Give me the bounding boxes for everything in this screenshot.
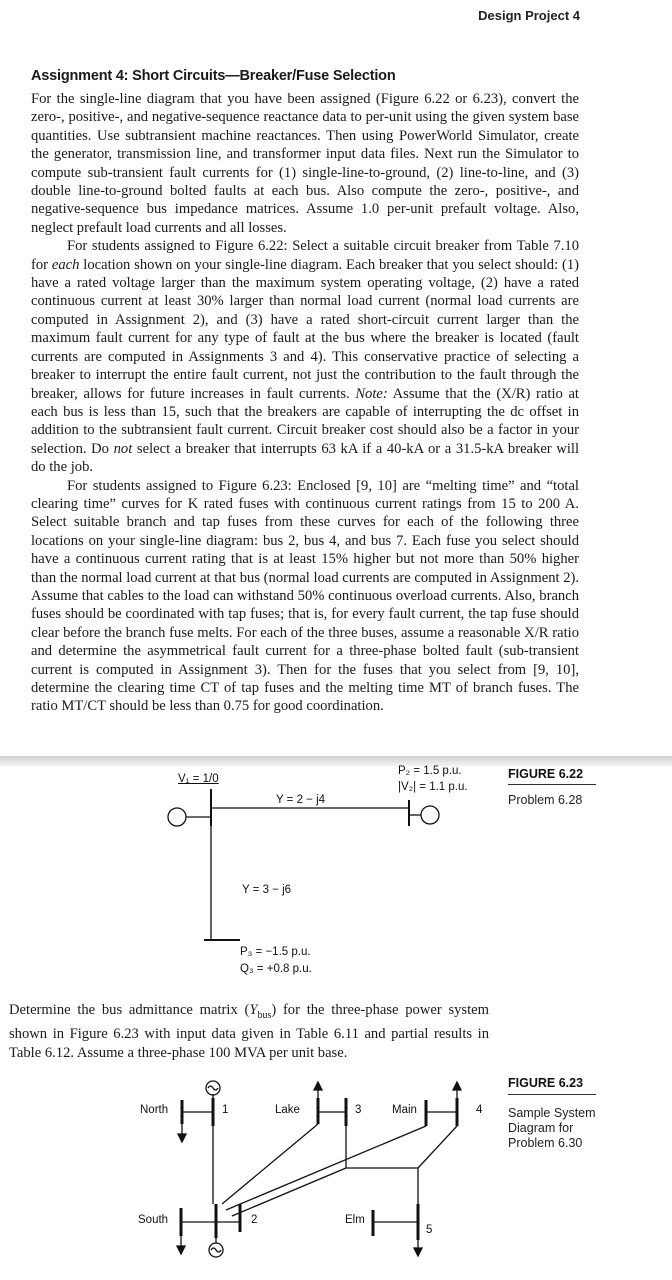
load-arrow-main [453,1082,461,1090]
figure-622-title: FIGURE 6.22 [508,767,584,781]
fig622-p3-label: P₃ = −1.5 p.u. [240,946,311,958]
paragraph-1: For the single-line diagram that you have been assigned (Figure 6.22 or 6.23), convert the zero-, positive-, and negative-sequence reactance data to per-unit using the given system base quantities. Use subtransient machine reactances. Then using PowerWorld Simulator, create the generator, transmission line, and transformer input data files. Next run the Simulator to compute sub-transient fault currents for (1) single-line-to-ground, (2) line-to-line, and (3) double line-to-ground bolted faults at each bus. Also compute the zero-, positive-, and negative-sequence bus impedance matrices. Assume 1.0 per-unit prefault voltage. Also, neglect prefault load currents and all losses. [31,91,579,236]
assignment-title: Assignment 4: Short Circuits—Breaker/Fuse Selection [31,68,396,84]
fig623-bus1-label: 1 [222,1104,229,1116]
generator-bus1-icon [206,1081,220,1098]
fig623-bus2-label: 2 [251,1214,258,1226]
fig623-bus3-label: 3 [355,1104,362,1116]
p2-part-a: For students assigned to Figure 6.22: Select a suitable circuit breaker from Table 7.10 for [31,238,579,273]
load-arrow-north [178,1134,186,1142]
fig622-v1-label: V₁ = 1/0 [178,773,219,785]
p2-part-b: location shown on your single-line diagram. Each breaker that you select should: (1) have a rated voltage larger than the maximum system operating voltage, (2) have a rated continuous current at least 30% larger than normal load current (normal load currents are computed in Assignment 2), and (3) have a rated short-circuit current larger than the maximum fault current for any type of fault at the bus where the breaker is located (fault currents are computed in Assignments 3 and 4). This conservative practice of selecting a breaker to interrupt the entire fault current, not just the contribution to the fault through the breaker, allows for future increases in fault currents. [31,256,579,402]
fig623-bus5-label: 5 [426,1224,433,1236]
load-arrow-elm [414,1248,422,1256]
line-4-5 [418,1126,457,1168]
page-header: Design Project 4 [478,8,580,23]
p2-note-label: Note: [355,385,388,402]
fig623-lake-label: Lake [275,1104,300,1116]
fig623-bus4-label: 4 [476,1104,483,1116]
paragraph-3: For students assigned to Figure 6.23: Enclosed [9, 10] are “melting time” and “total clearing time” curves for K rated fuses with continuous current ratings from 15 to 200 A. Select suitable branch and tap fuses from these curves for each of the following three locations on your single-line diagram: bus 2, bus 4, and bus 7. Each fuse you select should have a continuous current rating that is at least 15% higher but not more than 50% higher than the normal load current at that bus (normal load currents are computed in Assignment 2). Assume that cables to the load can withstand 50% continuous overload currents. Also, branch fuses should be coordinated with tap fuses; that is, for every fault current, the tap fuse should clear before the branch fuse melts. For each of the three buses, assume a reasonable X/R ratio and determine the asymmetrical fault current for a three-phase bolted fault (sub-transient current is computed in Assignment 3). Then for the fuses that you select from [9, 10], determine the clearing time CT of tap fuses and the melting time MT of branch fuses. The ratio MT/CT should be less than 0.75 for good coordination. [31,477,579,715]
fig622-y13-label: Y = 3 − j6 [242,884,292,896]
generator-1-icon [168,808,186,826]
fig623-elm-label: Elm [345,1214,365,1226]
p2-emphasis-not: not [113,440,133,457]
generator-bus2-icon [209,1238,223,1257]
figure-623-title: FIGURE 6.23 [508,1076,584,1090]
ybus-subscript: bus [257,1009,272,1021]
ybus-symbol: Y [249,1002,258,1018]
p2-part-d: select a breaker that interrupts 63 kA if a 40-kA or a 31.5-kA breaker will do the job. [31,440,580,476]
p2-emphasis-each: each [51,256,80,273]
fig622-y12-label: Y = 2 − j4 [276,794,326,806]
figure-622-diagram [168,789,439,940]
generator-2-icon [421,806,439,824]
fig623-main-label: Main [392,1104,417,1116]
figure-623-caption: Sample System Diagram for Problem 6.30 [508,1106,596,1150]
fig622-v2-label: |V₂| = 1.1 p.u. [398,781,468,793]
problem-630-text: Determine the bus admittance matrix $(Y_{bus})$ for the three-phase power system shown in Figure 6.23 with input data given in Table 6.11 and partial results in Table 6.12. Assume a three-phase 100 MVA per unit base. [9,1002,489,1061]
figure-622-caption: Problem 6.28 [508,793,583,807]
fig623-south-label: South [138,1214,169,1226]
fig623-north-label: North [140,1104,169,1116]
p2-part-c: Assume that the (X/R) ratio at each bus is less than 15, such that the breakers are capable of interrupting the dc offset in addition to the subtransient fault current. Circuit breaker cost should also be a factor in your selection. Do [31,385,579,457]
load-arrow-lake [314,1082,322,1090]
fig622-p2-label: P₂ = 1.5 p.u. [398,765,462,777]
fig622-q3-label: Q₃ = +0.8 p.u. [240,963,312,975]
figure-623-diagram [177,1081,461,1257]
load-arrow-south [177,1246,185,1254]
